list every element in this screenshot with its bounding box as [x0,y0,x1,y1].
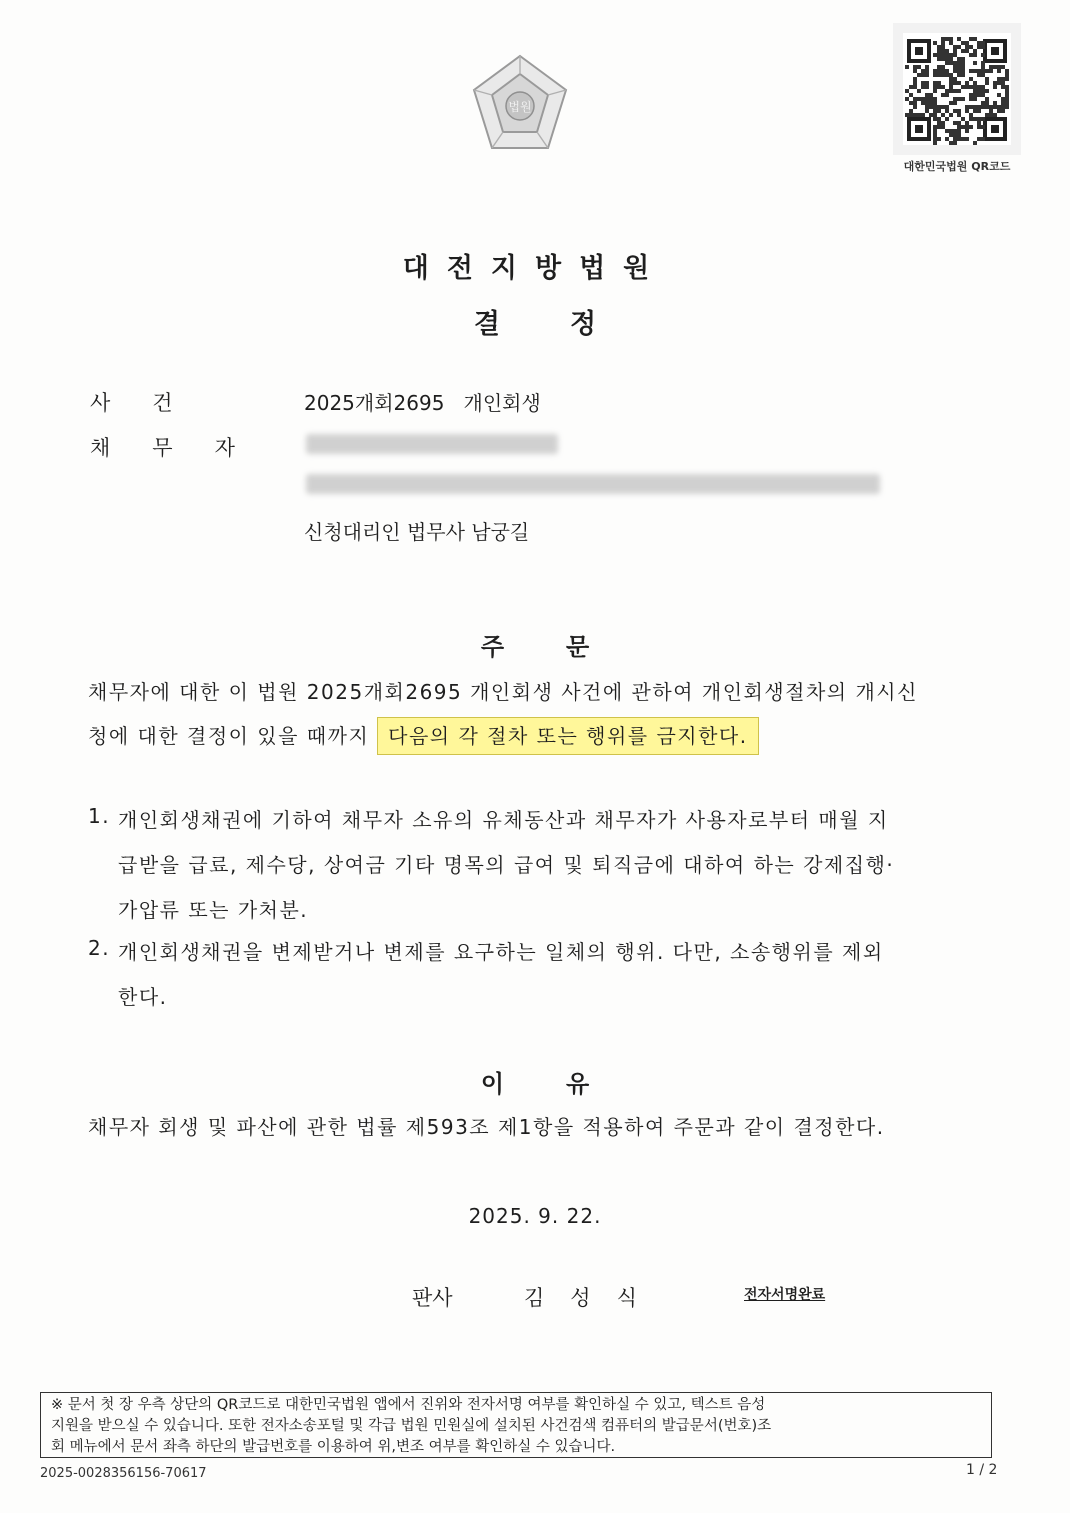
order-text-prefix: 청에 대한 결정이 있을 때까지 [88,724,370,748]
judge-title: 판사 [412,1286,453,1310]
notice-line-1: ※ 문서 첫 장 우측 상단의 QR코드로 대한민국법원 앱에서 진위와 전자서명 여부를 확인하실 수 있고, 텍스트 음성 [51,1397,766,1413]
order-text-line-1: 채무자에 대한 이 법원 2025개회2695 개인회생 사건에 관하여 개인회생절차의 개시신 [88,680,918,704]
electronic-signature: 전자서명완료 [744,1287,826,1303]
item-1-line-3: 가압류 또는 가처분. [118,898,309,922]
item-1-line-2: 급받을 급료, 제수당, 상여금 기타 명목의 급여 및 퇴직금에 대하여 하는 강제집행· [118,853,895,877]
item-1-line-1: 개인회생채권에 기하여 채무자 소유의 유체동산과 채무자가 사용자로부터 매월 지 [118,808,889,832]
agent-line: 신청대리인 법무사 남궁길 [304,520,530,544]
item-1-number: 1. [88,804,111,828]
decision-date: 2025. 9. 22. [468,1204,602,1228]
debtor-label: 채무자 [90,436,277,460]
item-2-line-1: 개인회생채권을 변제받거나 변제를 요구하는 일체의 행위. 다만, 소송행위를 제외 [118,940,884,964]
issue-number: 2025-0028356156-70617 [40,1466,207,1481]
reason-text: 채무자 회생 및 파산에 관한 법률 제593조 제1항을 적용하여 주문과 같이 결정한다. [88,1115,885,1139]
court-seal [468,52,572,156]
highlighted-prohibition: 다음의 각 절차 또는 행위를 금지한다. [377,717,758,755]
verification-notice [40,1392,992,1458]
order-heading: 주문 [480,633,652,661]
notice-line-2: 지원을 받으실 수 있습니다. 또한 전자소송포털 및 각급 법원 민원실에 설치된 사건검색 컴퓨터의 발급문서(번호)조 [51,1418,772,1434]
seal-text: 법원 [508,100,532,114]
judge-name: 김성식 [524,1286,663,1310]
item-2-line-2: 한다. [118,985,168,1009]
redacted-debtor-name [306,434,558,454]
case-label: 사건 [90,391,215,415]
page-number: 1 / 2 [966,1462,998,1478]
case-value: 2025개회2695 개인회생 [304,391,541,415]
item-2-number: 2. [88,936,111,960]
qr-caption: 대한민국법원 QR코드 [903,160,1011,173]
court-name: 대전지방법원 [402,253,668,284]
redacted-debtor-address [306,474,880,494]
reason-heading: 이유 [480,1070,652,1098]
document-type: 결정 [473,309,667,340]
order-text-line-2 [88,720,759,749]
qr-code [893,23,1021,155]
notice-line-3: 회 메뉴에서 문서 좌측 하단의 발급번호를 이용하여 위,변조 여부를 확인하실 수 있습니다. [51,1439,616,1455]
